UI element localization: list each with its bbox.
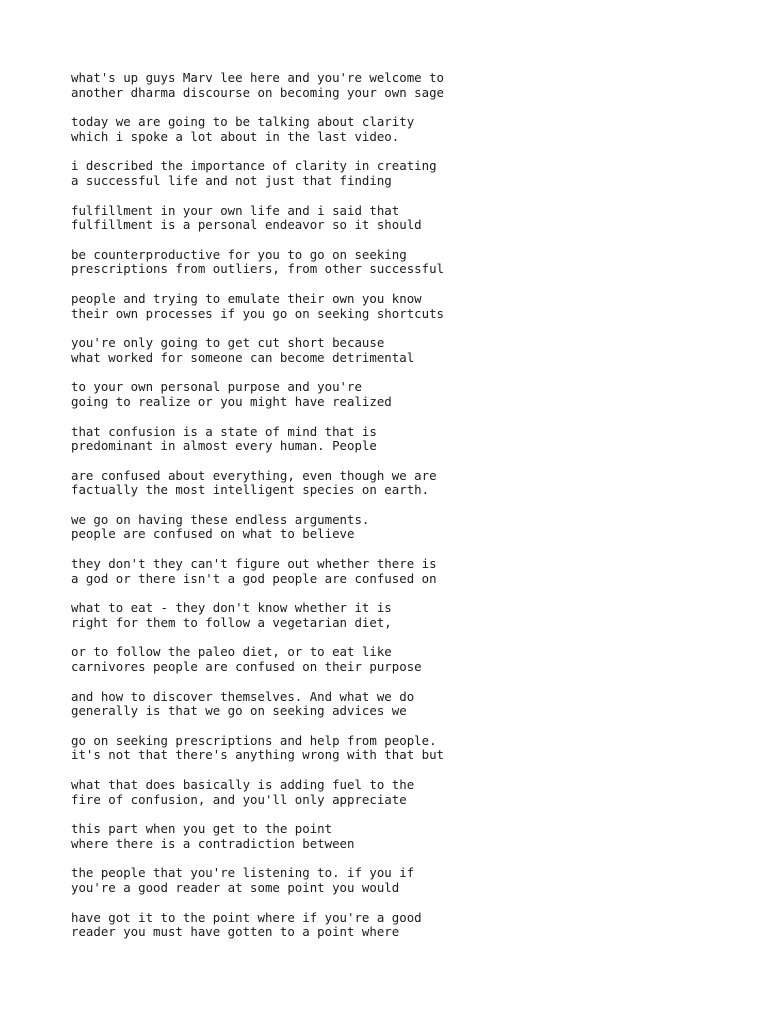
text-line: today we are going to be talking about clarity (71, 114, 415, 130)
text-line: or to follow the paleo diet, or to eat like (71, 644, 392, 660)
text-line: the people that you're listening to. if you if (71, 865, 415, 881)
text-line: where there is a contradiction between (71, 835, 355, 851)
paragraph (71, 425, 711, 454)
text-line: a successful life and not just that finding (71, 172, 392, 188)
text-line: what to eat - they don't know whether it is (71, 600, 392, 616)
text-line: and how to discover themselves. And what we do (71, 688, 415, 704)
text-line: what's up guys Marv lee here and you're welcome to (71, 70, 444, 85)
paragraph (71, 911, 711, 940)
text-line: go on seeking prescriptions and help from people. (71, 732, 437, 748)
text-line: which i spoke a lot about in the last video. (71, 128, 400, 144)
paragraph (71, 513, 711, 542)
text-line: have got it to the point where if you're a good (71, 909, 422, 925)
text-line: to your own personal purpose and you're (71, 379, 362, 395)
text-line: going to realize or you might have realized (71, 393, 392, 409)
paragraph (71, 690, 711, 719)
text-line: their own processes if you go on seeking shortcuts (71, 305, 444, 321)
text-line: generally is that we go on seeking advices we (71, 703, 407, 719)
paragraph (71, 469, 711, 498)
paragraph (71, 734, 711, 763)
paragraph (71, 204, 711, 233)
text-line: what worked for someone can become detrimental (71, 349, 415, 365)
text-line: that confusion is a state of mind that is (71, 423, 377, 439)
paragraph (71, 380, 711, 409)
paragraph (71, 866, 711, 895)
document-page (71, 71, 711, 955)
text-line: you're only going to get cut short because (71, 335, 385, 351)
text-line: reader you must have gotten to a point where (71, 924, 400, 940)
text-line: factually the most intelligent species on earth. (71, 482, 430, 498)
text-line: prescriptions from outliers, from other successful (71, 261, 444, 277)
paragraph (71, 645, 711, 674)
text-line: carnivores people are confused on their purpose (71, 659, 422, 675)
text-line: we go on having these endless arguments. (71, 511, 370, 527)
text-line: fulfillment is a personal endeavor so it should (71, 217, 422, 233)
paragraph (71, 115, 711, 144)
text-line: it's not that there's anything wrong with that but (71, 747, 444, 763)
text-line: fulfillment in your own life and i said that (71, 202, 400, 218)
paragraph (71, 822, 711, 851)
text-line: predominant in almost every human. People (71, 438, 377, 454)
paragraph (71, 557, 711, 586)
text-line: you're a good reader at some point you would (71, 879, 400, 895)
text-line: right for them to follow a vegetarian diet, (71, 614, 392, 630)
text-line: people and trying to emulate their own you know (71, 290, 422, 306)
paragraph (71, 71, 711, 100)
text-line: people are confused on what to believe (71, 526, 355, 542)
text-line: they don't they can't figure out whether there is (71, 556, 437, 572)
text-line: another dharma discourse on becoming your own sage (71, 84, 444, 100)
paragraph (71, 601, 711, 630)
paragraph (71, 778, 711, 807)
text-line: be counterproductive for you to go on seeking (71, 246, 407, 262)
paragraph (71, 159, 711, 188)
text-line: are confused about everything, even though we are (71, 467, 437, 483)
text-line: this part when you get to the point (71, 821, 333, 837)
paragraph (71, 248, 711, 277)
text-line: a god or there isn't a god people are confused on (71, 570, 437, 586)
paragraph (71, 292, 711, 321)
text-line: i described the importance of clarity in creating (71, 158, 437, 174)
text-line: fire of confusion, and you'll only appreciate (71, 791, 407, 807)
text-line: what that does basically is adding fuel to the (71, 777, 415, 792)
paragraph (71, 336, 711, 365)
